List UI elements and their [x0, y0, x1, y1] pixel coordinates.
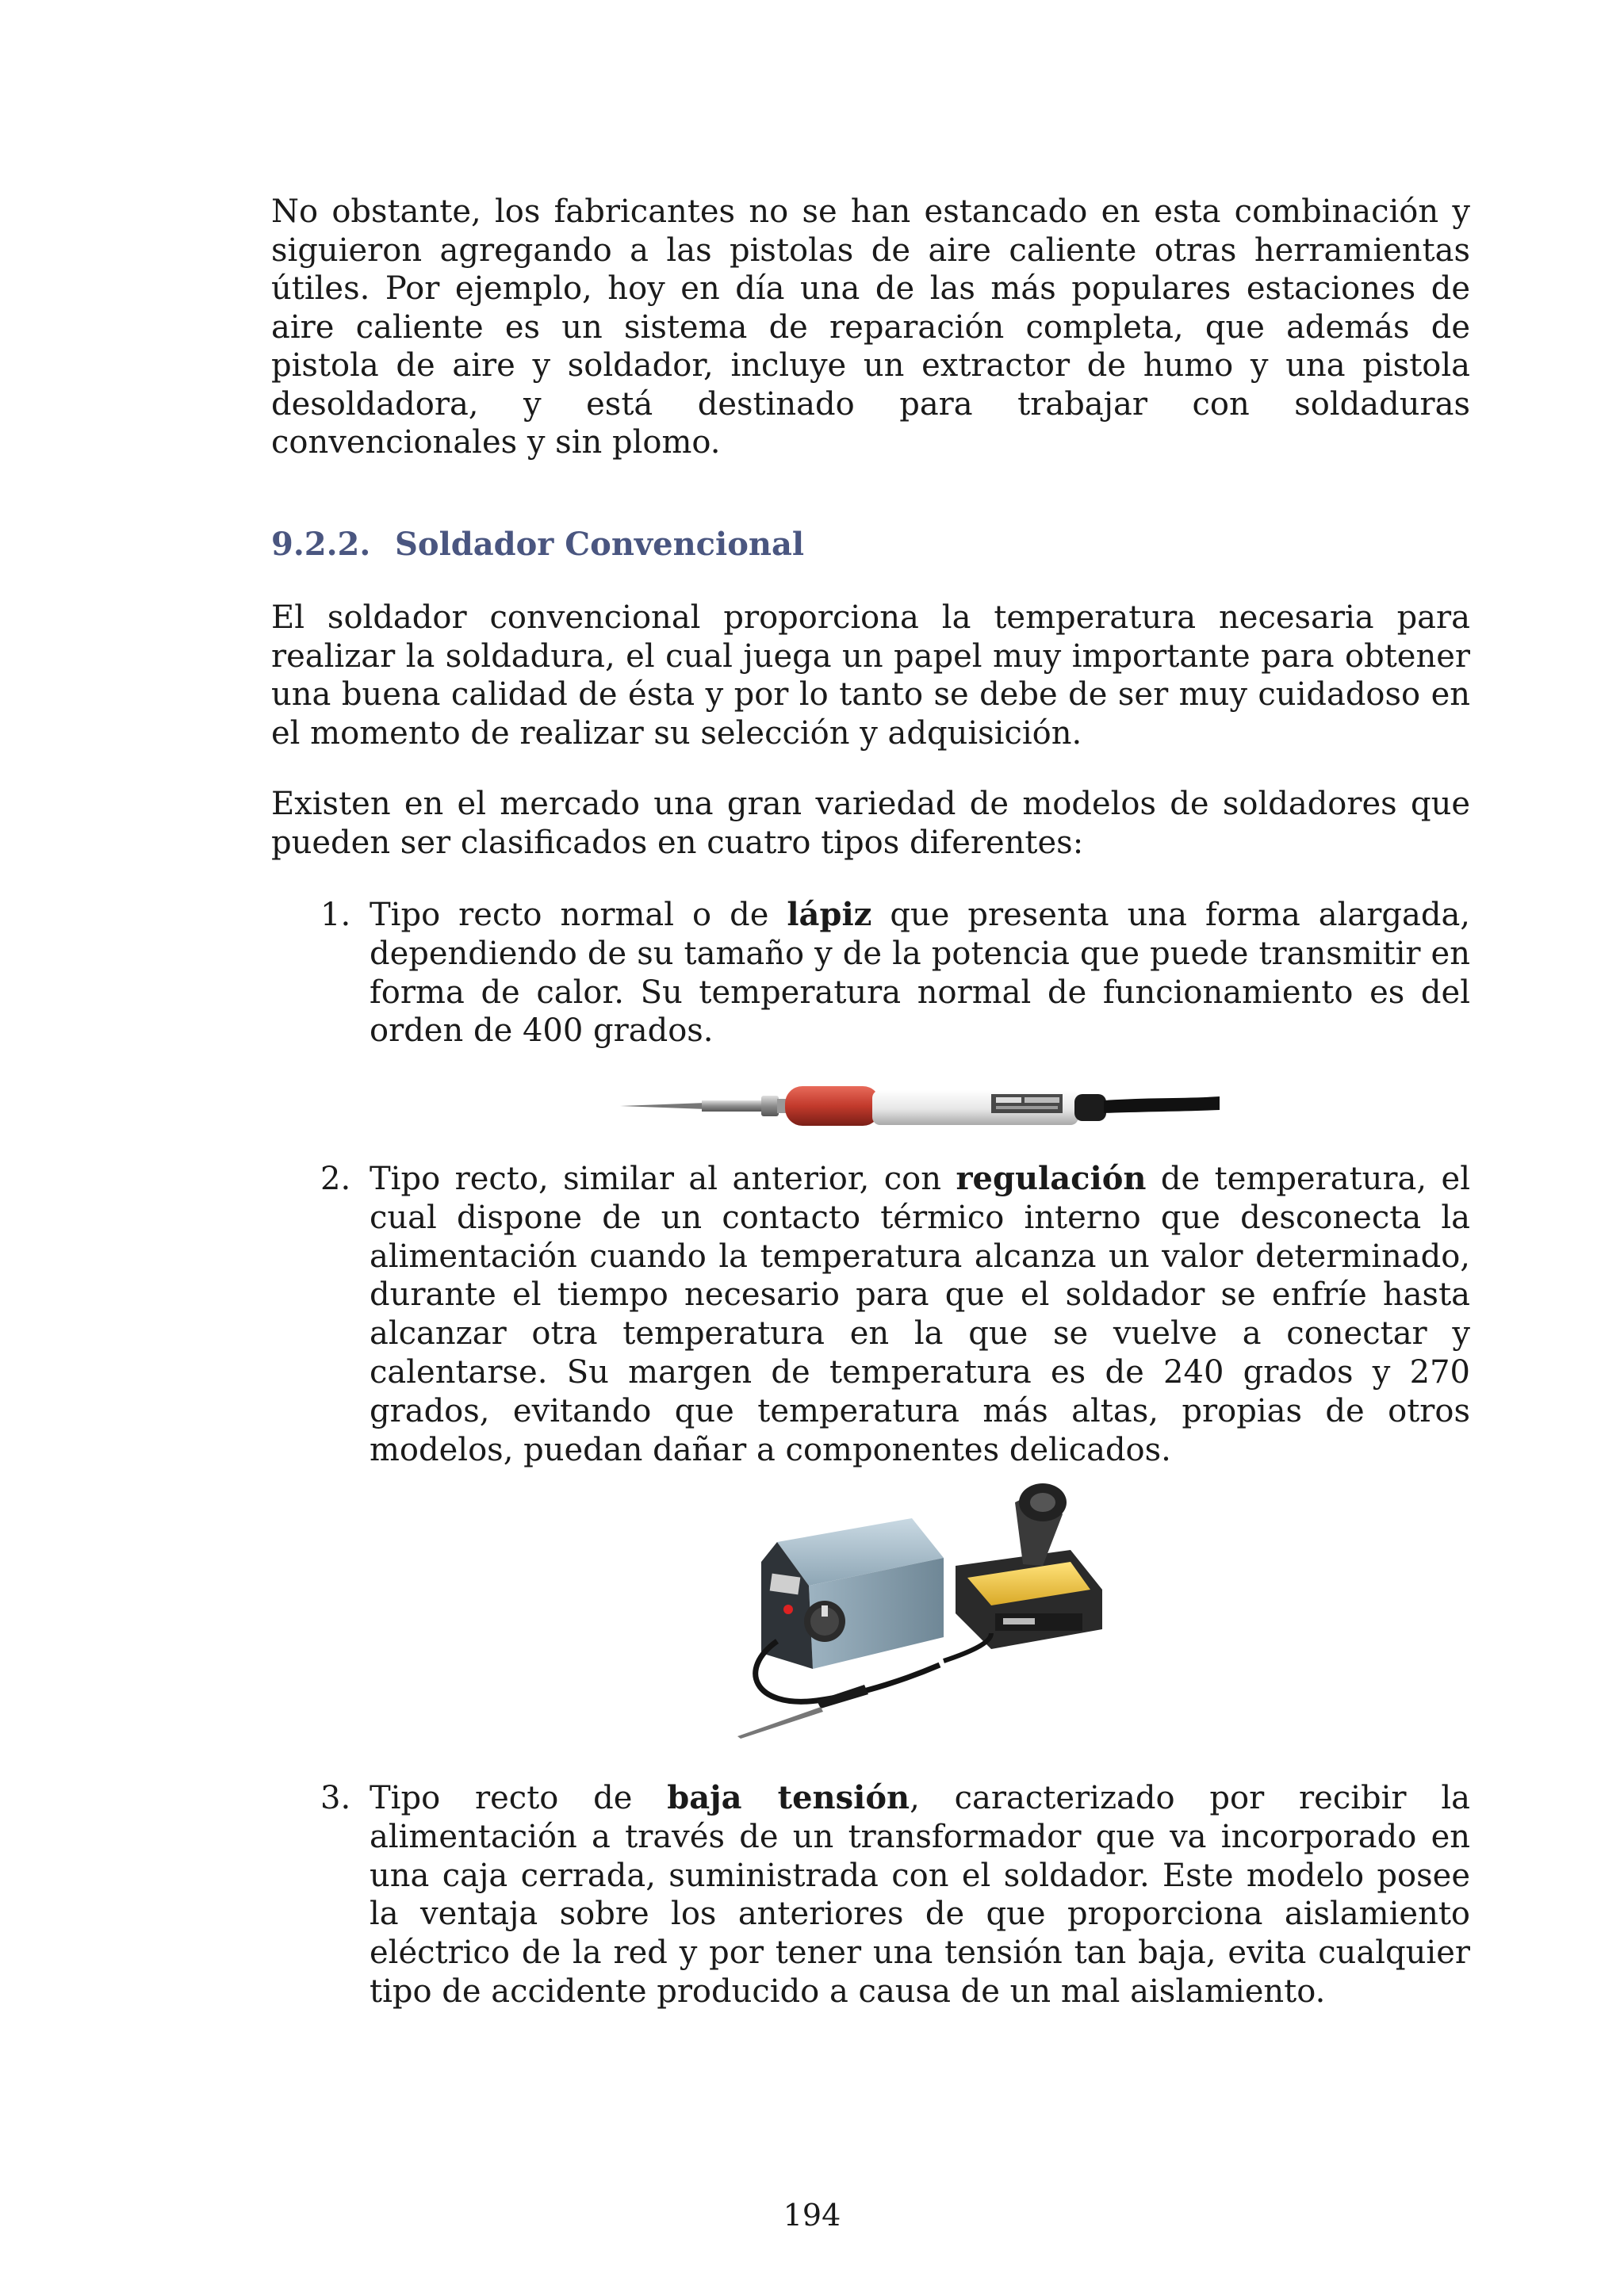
list-marker: 2. — [320, 1161, 351, 1197]
list-item — [320, 1779, 1470, 2011]
list-text-before: Tipo recto, similar al anterior, con — [370, 1161, 956, 1197]
list-text-bold: regulación — [956, 1160, 1147, 1197]
list-text-bold: lápiz — [787, 896, 872, 933]
list-text-before: Tipo recto de — [370, 1780, 668, 1816]
description-paragraph: El soldador convencional proporciona la temperatura necesaria para realizar la soldadura, el cual juega un papel muy importante para obtener una buena calidad de ésta y por lo tanto se debe de ser muy cuidadoso en el momento de realizar su selección y adquisición. — [271, 599, 1470, 752]
list-item — [320, 1160, 1470, 1469]
intro-paragraph: No obstante, los fabricantes no se han estancado en esta combinación y siguieron agregando a las pistolas de aire caliente otras herramientas útiles. Por ejemplo, hoy en día una de las más populares estaciones de aire caliente es un sistema de reparación completa, que además de pistola de aire y soldador, incluye un extractor de humo y una pistola desoldadora, y está destinado para trabajar con soldaduras convencionales y sin plomo. — [271, 193, 1470, 461]
section-heading — [271, 526, 804, 564]
types-intro-paragraph: Existen en el mercado una gran variedad de modelos de soldadores que pueden ser clasificados en cuatro tipos diferentes: — [271, 786, 1470, 861]
list-item — [320, 896, 1470, 1050]
list-text-after: , caracterizado por recibir la alimentación a través de un transformador que va incorporado en una caja cerrada, suministrada con el soldador. Este modelo posee la ventaja sobre los anteriores de que proporciona aislamiento eléctrico de la red y por tener una tensión tan baja, evita cualquier tipo de accidente producido a causa de un mal aislamiento. — [370, 1780, 1471, 2010]
list-item-text — [370, 1779, 1470, 2011]
list-item-text — [370, 896, 1470, 1050]
section-title: Soldador Convencional — [395, 526, 805, 563]
soldering-station-image — [730, 1471, 1110, 1740]
pencil-soldering-iron-image — [619, 1070, 1221, 1142]
list-text-after: que presenta una forma alargada, dependiendo de su tamaño y de la potencia que puede transmitir en forma de calor. Su temperatura normal de funcionamiento es del orden de 400 grados. — [370, 897, 1471, 1050]
section-number: 9.2.2. — [271, 526, 371, 563]
page-number: 194 — [783, 2198, 841, 2233]
list-text-bold: baja tensión — [667, 1779, 910, 1816]
list-marker: 3. — [320, 1780, 351, 1816]
list-text-after: de temperatura, el cual dispone de un contacto térmico interno que desconecta la alimentación cuando la temperatura alcanza un valor determinado, durante el tiempo necesario para que el soldador se enfríe hasta alcanzar otra temperatura en la que se vuelve a conectar y calentarse. Su margen de temperatura es de 240 grados y 270 grados, evitando que temperatura más altas, propias de otros modelos, puedan dañar a componentes delicados. — [370, 1161, 1471, 1468]
list-marker: 1. — [320, 897, 351, 933]
list-text-before: Tipo recto normal o de — [370, 897, 787, 933]
list-item-text — [370, 1160, 1470, 1469]
